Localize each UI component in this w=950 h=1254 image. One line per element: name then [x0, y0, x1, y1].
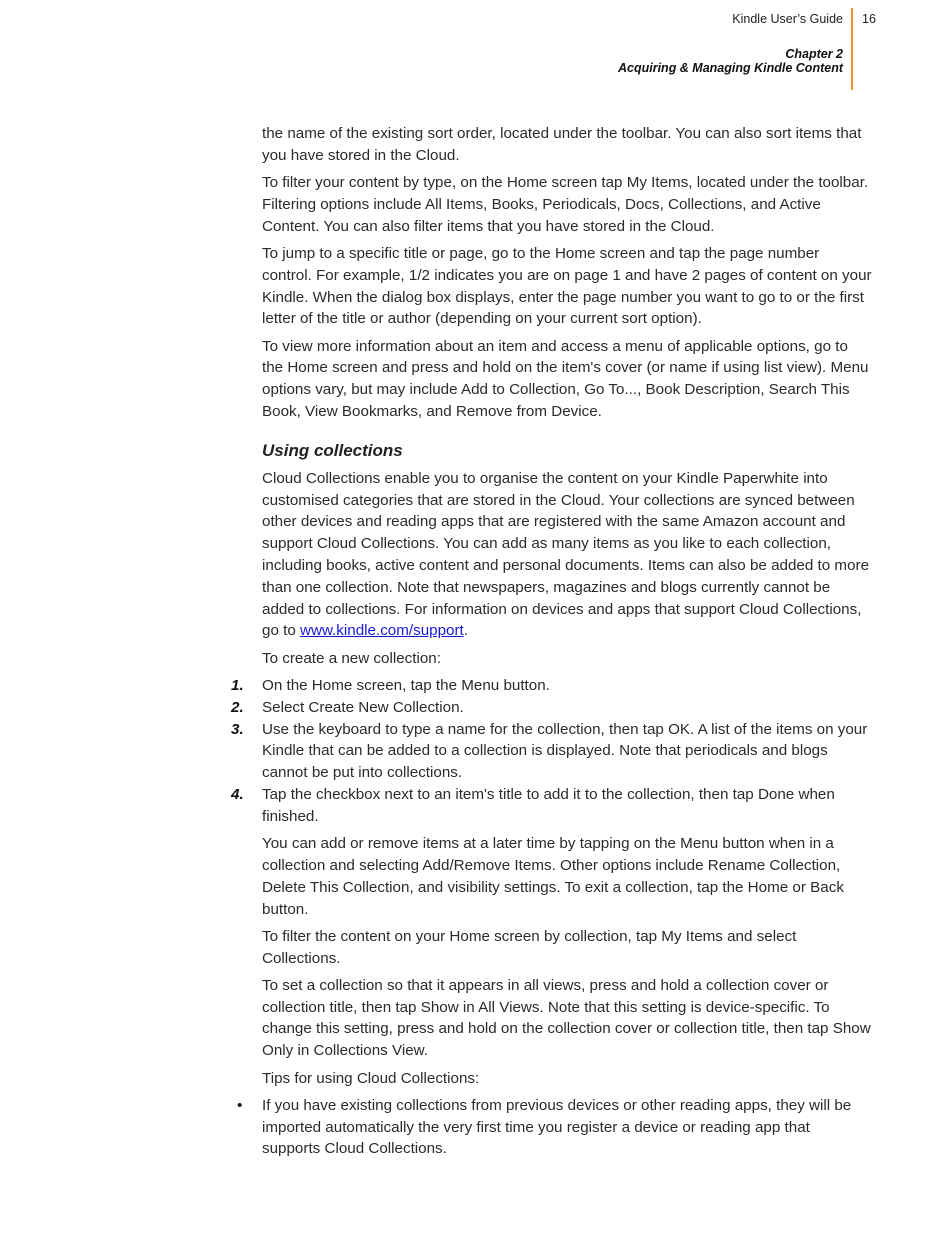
chapter-title: Acquiring & Managing Kindle Content — [618, 61, 843, 75]
paragraph-more-info: To view more information about an item and access a menu of applicable options, go to the Home screen and press and hold on the item's cover (or name if using list view). Menu options vary, but may include Add to Collection, Go To..., Book Description, Search This Book, View Bookmarks, and Remove from Device. — [262, 337, 869, 421]
paragraph-sort-continued: the name of the existing sort order, located under the toolbar. You can also sort items that you have stored in the Cloud. — [262, 125, 862, 164]
paragraph-show-all-views: To set a collection so that it appears in all views, press and hold a collection cover or collection title, then tap Show in All Views. Note that this setting is device-specific. To change this setting, press and hold on the collection cover or collection title, then tap Show Only in Collections View. — [262, 976, 871, 1060]
header-divider — [851, 8, 853, 90]
bullet-icon: • — [237, 1096, 243, 1114]
support-link[interactable]: www.kindle.com/support — [300, 622, 464, 640]
step-text: Use the keyboard to type a name for the collection, then tap OK. A list of the items on your Kindle that can be added to a collection is displayed. Note that periodicals and blogs cannot be put into collections. — [262, 720, 868, 782]
paragraph-create-intro: To create a new collection: — [262, 649, 441, 667]
list-item — [231, 697, 872, 719]
list-item — [231, 784, 872, 828]
chapter-heading — [618, 47, 843, 75]
list-item — [231, 719, 872, 784]
paragraph-tips-intro: Tips for using Cloud Collections: — [262, 1069, 480, 1087]
paragraph-add-remove: You can add or remove items at a later time by tapping on the Menu button when in a collection and selecting Add/Remove Items. Other options include Rename Collection, Delete This Collection, and visibility settings. To exit a collection, tap the Home or Back button. — [262, 835, 844, 918]
step-text: On the Home screen, tap the Menu button. — [262, 677, 550, 695]
step-number: 1. — [231, 677, 244, 695]
page-body — [231, 123, 872, 1160]
section-heading-collections: Using collections — [262, 440, 403, 460]
step-text: Tap the checkbox next to an item's title to add it to the collection, then tap Done when finished. — [262, 786, 835, 825]
page-number: 16 — [862, 12, 876, 26]
step-number: 2. — [231, 698, 244, 716]
create-collection-steps — [231, 675, 872, 828]
cloud-collections-text: Cloud Collections enable you to organise the content on your Kindle Paperwhite into customised categories that are stored in the Cloud. Your collections are synced between other devices and reading apps that are registered with the same Amazon account and support Cloud Collections. You can add as many items as you like to each collection, including books, active content and personal documents. Items can also be added to more than one collection. Note that newspapers, magazines and blogs currently cannot be added to collections. For information on devices and apps that support Cloud Collections, go to — [262, 469, 870, 640]
guide-title: Kindle User’s Guide — [732, 12, 843, 26]
tips-list — [237, 1095, 872, 1160]
list-item — [231, 675, 872, 697]
list-item — [237, 1095, 872, 1160]
step-number: 3. — [231, 720, 244, 738]
tip-text: If you have existing collections from previous devices or other reading apps, they will be imported automatically the very first time you register a device or reading app that supports Cloud Collections. — [262, 1096, 852, 1158]
step-text: Select Create New Collection. — [262, 698, 464, 716]
paragraph-jump: To jump to a specific title or page, go to the Home screen and tap the page number control. For example, 1/2 indicates you are on page 1 and have 2 pages of content on your Kindle. When the dialog box displays, enter the page number you want to go to or the first letter of the title or author (depending on your current sort option). — [262, 244, 872, 328]
paragraph-filter: To filter your content by type, on the Home screen tap My Items, located under the toolbar. Filtering options include All Items, Books, Periodicals, Docs, Collections, and Active Content. You can also filter items that you have stored in the Cloud. — [262, 174, 869, 235]
step-number: 4. — [231, 786, 244, 804]
sentence-period: . — [463, 622, 469, 640]
paragraph-filter-collection: To filter the content on your Home screen by collection, tap My Items and select Collections. — [262, 927, 797, 967]
paragraph-cloud-collections — [262, 468, 872, 642]
chapter-label: Chapter 2 — [785, 47, 843, 61]
